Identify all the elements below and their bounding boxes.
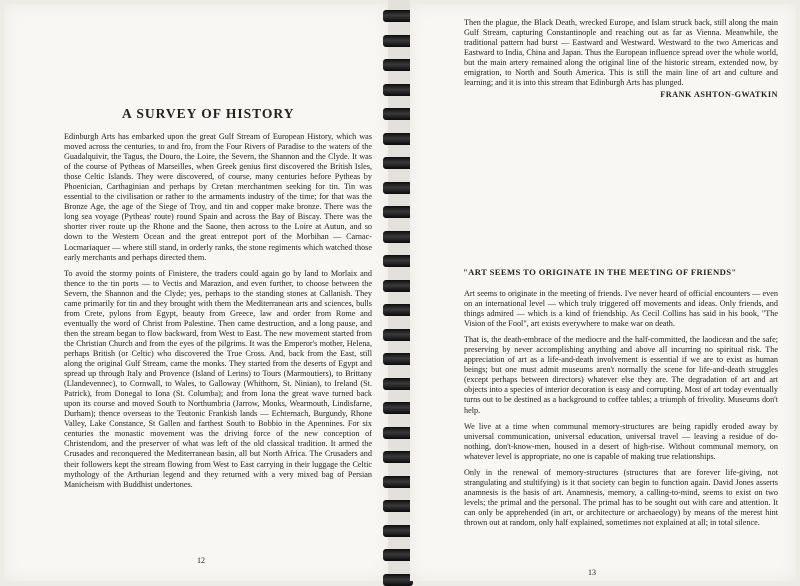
paragraph: That is, the death-embrace of the mediocre and the half-committed, the laodicean and the safe; preserving by never accomplishing anything and above all incurring no spiritual risk. The appreciation of art as a life-and-death involvement is essential if we are to exist as human beings; but one must admit museums aren't normally the scene for life-and-death struggles (except perhaps between directors) whatever else they are. The degradation of art and art objects into a species of interior decoration is easy and corrupting. Most of art today eventually turns out to be destined as a background to coffee tables; a triumph of frivolity. Museums don't help. <box>464 335 778 415</box>
page-title: A SURVEY OF HISTORY <box>122 106 295 121</box>
right-body <box>464 289 778 534</box>
left-body <box>64 132 372 496</box>
binding-coil <box>383 206 413 218</box>
binding-coil <box>383 157 413 169</box>
binding-coil <box>383 476 413 488</box>
paragraph: Edinburgh Arts has embarked upon the great Gulf Stream of European History, which was moved across the centuries, to and fro, from the Four Rivers of Paradise to the waters of the Guadalquivir, the Tagus, the Douro, the Loire, the Severn, the Shannon and the Clyde. It was of the course of Pytheas of Marseilles, when Greek genius first discovered the British Isles, those Celtic Islands. They were discovered, of course, many centuries before Pytheas by Phoenician, Carthaginian and perhaps by Cretan merchantmen seeking for tin. Tin was essential to the civilisation or rather to the armaments industry of the time; for that was the Bronze Age, the age of the Siege of Troy, and tin and copper make bronze. There was the long sea voyage (Pytheas' route) round Spain and across the Bay of Biscay. There was the shorter river route up the Rhone and the Saone, then across to the Loire at Autun, and so down to the Western Ocean and the great entrepot port of the Morbihan — Carnac-Locmariaquer — where still stand, in orderly ranks, the stone regiments which watched those early merchants and perhaps directed them. <box>64 132 372 262</box>
binding-coil <box>383 84 413 96</box>
binding-coil <box>383 231 413 243</box>
paragraph: We live at a time when communal memory-structures are being rapidly eroded away by universal communication, universal education, universal travel — leaving a residue of do-nothing, don't-know-men, housed in a desert of high-rise. Without communal memory, on whatever level is appropriate, no one is capable of making true relationships. <box>464 421 778 461</box>
binding-coil <box>383 182 413 194</box>
page-number: 13 <box>588 568 596 577</box>
paragraph: Art seems to originate in the meeting of friends. I've never heard of official encounters — even on an international level — which truly triggered off movements and ideas. Only friends, and things admired — which is a kind of friendship. As Cecil Collins has said in his book, "The Vision of the Fool", art exists everywhere to make war on death. <box>464 289 778 329</box>
section-title: "ART SEEMS TO ORIGINATE IN THE MEETING OF FRIENDS" <box>463 267 737 277</box>
left-page <box>4 4 388 581</box>
paragraph: Only in the renewal of memory-structures (structures that are forever life-giving, not strangulating and stultifying) is it that society can begin to function again. David Jones asserts anamnesis is the basis of art. Anamnesis, memory, a calling-to-mind, seems to exist on two levels; the primal and the personal. The primal has to be sought out with care and attention. It can only be apprehended (in art, or architecture or archaeology) by means of the merest hint thrown out at random, only half explained, sometimes not explained at all; in total silence. <box>464 467 778 527</box>
binding-coil <box>383 378 413 390</box>
binding-coil <box>383 500 413 512</box>
binding-coil <box>383 549 413 561</box>
binding-coil <box>383 329 413 341</box>
binding-coil <box>383 280 413 292</box>
signature: FRANK ASHTON-GWATKIN <box>660 90 778 100</box>
paragraph: To avoid the stormy points of Finistere, the traders could again go by land to Morlaix and thence to the tin ports — to Vectis and Marazion, and even further, to choose between the Severn, the Shannon and the Clyde; yes, perhaps to the standing stones at Callanish. They came primarily for tin and they brought with them the Mediterranean arts and sciences, bulls from Crete, pylons from Egypt, beauty from Greece, law and order from Rome and eventually the word of Christ from Palestine. Then came destruction, and a long pause, and then the stream began to flow backward, from West to East. The new movement started from the Christian Church and from the eyes of the pilgrims. It was the Emperor's mother, Helena, perhaps British (or Celtic) who discovered the True Cross. And, back from the East, still along the original Gulf Stream, came the monks. They started from the deserts of Egypt and spread up through Italy and Provence (Island of Lerins) to Tours (Marmoutiers), to Brittany (Llandevennec), to Cornwall, to Wales, to Galloway (Whithorn, St. Ninian), to Ireland (St. Patrick), from Donegal to Iona (St. Columba); and from Iona the great wave turned back upon its course and moved South to Northumbria (Jarrow, Monks, Wearmouth, Lindisfarne, Durham); thence overseas to the Teutonic Frankish lands — Echternach, Burgundy, Rhone Valley, Lake Constance, St Gallen and farthest South to Bobbio in the Apennines. For six centuries the monastic movement was the driving force of the new conception of Christendom, and the preserver of what was left of the old classical tradition. It armed the Crusades and reconquered the Mediterranean basin, all but North Africa. The Crusaders and their followers kept the stream flowing from West to East carrying in their luggage the Celtic mythology of the Arthurian legend and they returned with a very mixed bag of Persian Manicheism with Buddhist undertones. <box>64 268 372 489</box>
right-intro <box>464 18 778 100</box>
right-page <box>410 4 796 581</box>
binding-coil <box>383 304 413 316</box>
binding-coil <box>383 574 413 586</box>
page-number: 12 <box>197 556 205 565</box>
binding-coil <box>383 255 413 267</box>
binding-coil <box>383 108 413 120</box>
binding-coil <box>383 59 413 71</box>
binding-coil <box>383 133 413 145</box>
paragraph: Then the plague, the Black Death, wrecked Europe, and Islam struck back, still along the main Gulf Stream, capturing Constantinople and reaching out as far as Vienna. Meanwhile, the traditional pattern had burst — Eastward and Westward. Westward to the two Americas and Eastward to India, China and Japan. Thus the European influence spread over the whole world, but the main artery remained along the original line of the historic stream, extended now, by emigration, to North and South America. This is still the main line of art and culture and learning; and it is into this stream that Edinburgh Arts has plunged. <box>464 18 778 88</box>
binding-coil <box>383 35 413 47</box>
binding-coil <box>383 427 413 439</box>
binding-coil <box>383 10 413 22</box>
binding-coil <box>383 451 413 463</box>
binding-coil <box>383 402 413 414</box>
binding-coil <box>383 353 413 365</box>
binding-coil <box>383 525 413 537</box>
